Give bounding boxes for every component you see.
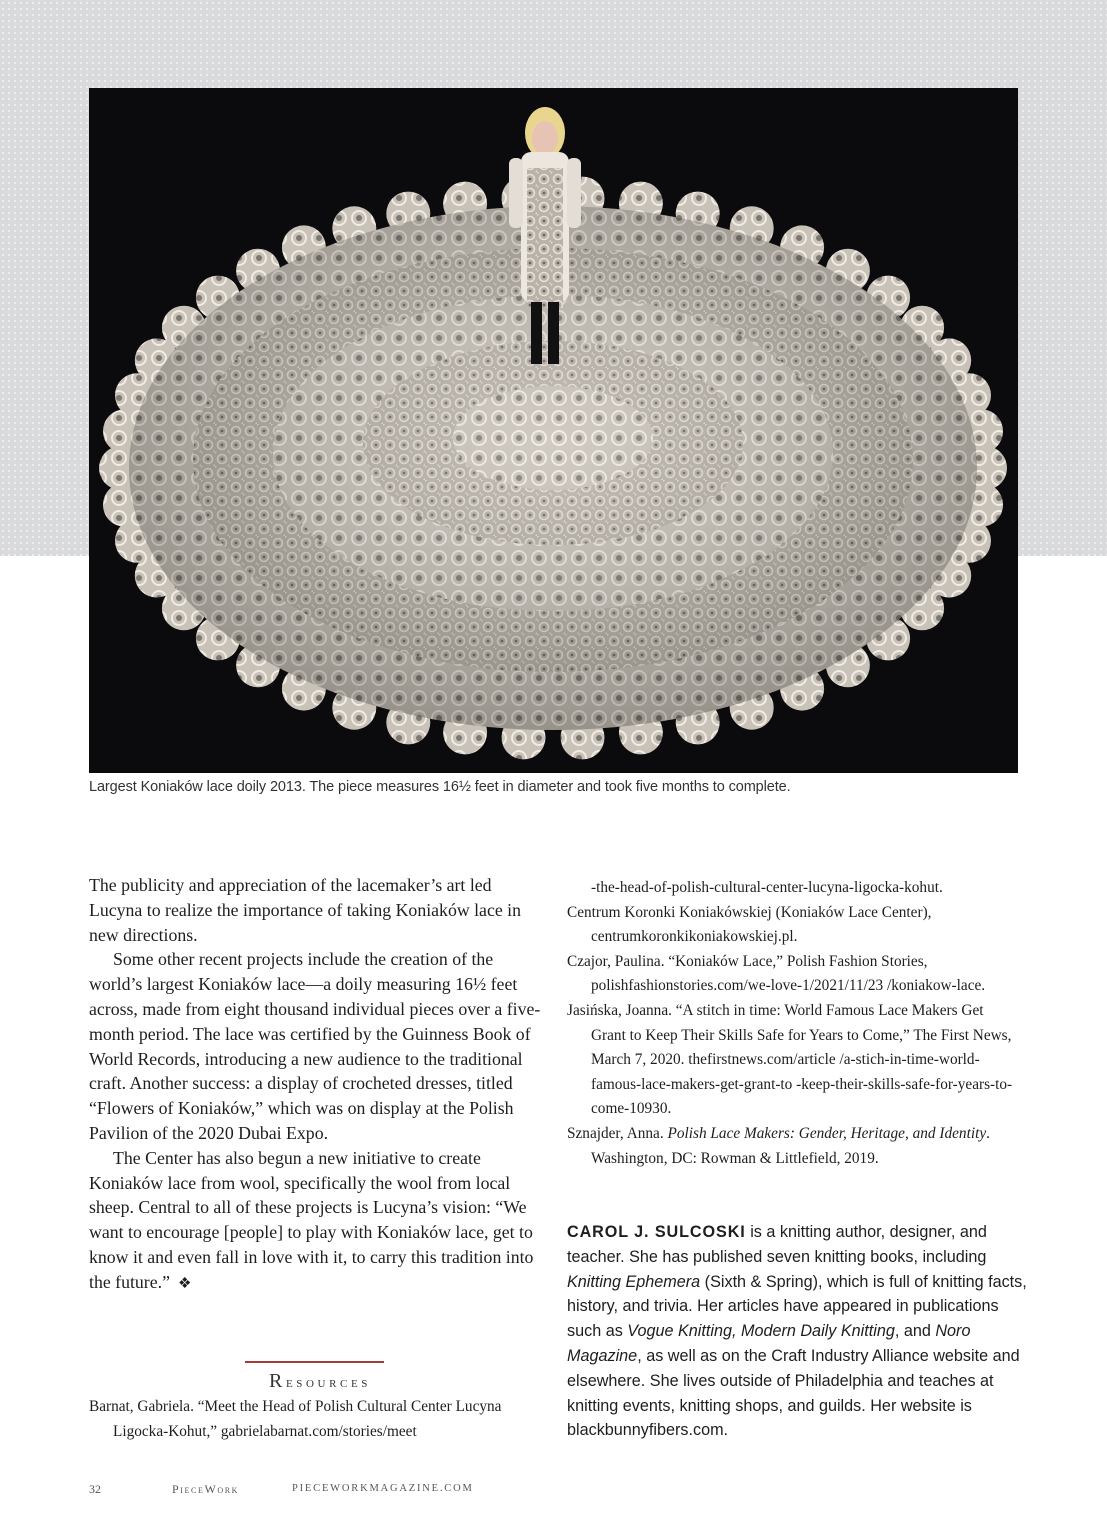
resource-entry-centrum: Centrum Koronki Koniakówskiej (Koniaków Lace Center), centrumkoronkikoniakowskiej.pl. — [567, 903, 932, 946]
resources-list-right — [567, 876, 1022, 1171]
sznajder-publisher: . Washington, DC: Rowman & Littlefield, 2019. — [591, 1124, 990, 1167]
magazine-website: PIECEWORKMAGAZINE.COM — [292, 1483, 474, 1494]
resource-entry-barnat-continued: -the-head-of-polish-cultural-center-lucyna-ligocka-kohut. — [591, 879, 943, 896]
body-paragraph-2: Some other recent projects include the creation of the world’s largest Koniaków lace—a doily measuring 16½ feet across, made from eight thousand individual pieces over a five-month period. The lace was certified by the Guinness Book of World Records, introducing a new audience to the traditional craft. Another success: a display of crocheted dresses, titled “Flowers of Koniaków,” which was on display at the Polish Pavilion of the 2020 Dubai Expo. — [89, 949, 541, 1143]
bio-book-title: Knitting Ephemera — [567, 1272, 701, 1291]
resource-entry-sznajder — [567, 1122, 1022, 1171]
bio-publications-1: Vogue Knitting, Modern Daily Knitting — [627, 1322, 895, 1341]
resources-list-left — [89, 1395, 529, 1444]
body-paragraph-1: The publicity and appreciation of the lacemaker’s art led Lucyna to realize the importance of taking Koniaków lace in new directions. — [89, 875, 522, 945]
bio-text-4: , as well as on the Craft Industry Alliance website and elsewhere. She lives outside of Philadelphia and teaches at knitting events, knitting shops, and guilds. Her website is blackbunnyfibers.com. — [567, 1346, 1020, 1440]
author-name: CAROL J. SULCOSKI — [567, 1223, 746, 1241]
resource-entry-barnat: Barnat, Gabriela. “Meet the Head of Polish Cultural Center Lucyna Ligocka-Kohut,” gabrielabarnat.com/stories/meet — [89, 1398, 502, 1440]
bio-publications-2: Noro Magazine — [567, 1322, 971, 1365]
sznajder-book-title: Polish Lace Makers: Gender, Heritage, and Identity — [667, 1124, 987, 1142]
bio-text-1: is a knitting author, designer, and teacher. She has published seven knitting books, including — [567, 1223, 987, 1266]
lace-doily-illustration — [89, 88, 1018, 773]
end-mark-icon: ❖ — [177, 1275, 192, 1292]
body-paragraph-3-text: The Center has also begun a new initiative to create Koniaków lace from wool, specifically the wool from local sheep. Central to all of these projects is Lucyna’s vision: “We want to encourage [people] to play with Koniaków lace, get to know it and even fall in love with it, to carry this tradition into the future.” — [89, 1147, 534, 1292]
bio-text-2: (Sixth & Spring), which is full of knitting facts, history, and trivia. Her articles have appeared in publications such as — [567, 1272, 1027, 1341]
resource-entry-jasinska: Jasińska, Joanna. “A stitch in time: World Famous Lace Makers Get Grant to Keep Their Skills Safe for Years to Come,” The First News, March 7, 2020. thefirstnews.com/article /a-stich-in-time-world-famous-lace-makers-get-grant-to -keep-their-skills-safe-for-years-to-come-10930. — [567, 1001, 1013, 1118]
body-paragraph-3 — [89, 1146, 541, 1297]
resources-heading-initial: R — [269, 1370, 286, 1392]
resources-divider — [245, 1361, 384, 1363]
photo-caption: Largest Koniaków lace doily 2013. The piece measures 16½ feet in diameter and took five months to complete. — [89, 779, 791, 795]
author-bio — [567, 1220, 1027, 1443]
bio-text-3: , and — [894, 1322, 936, 1341]
resource-entry-czajor: Czajor, Paulina. “Koniaków Lace,” Polish Fashion Stories, polishfashionstories.com/we-love-1/2021/11/23 /koniakow-lace. — [567, 952, 986, 995]
page-number: 32 — [89, 1482, 101, 1496]
sznajder-author: Sznajder, Anna. — [567, 1124, 668, 1142]
resources-heading — [240, 1370, 400, 1393]
lace-doily-photo — [89, 88, 1018, 773]
resources-heading-rest: esources — [285, 1375, 371, 1391]
article-body — [89, 873, 541, 1297]
magazine-name: PieceWork — [172, 1482, 240, 1496]
